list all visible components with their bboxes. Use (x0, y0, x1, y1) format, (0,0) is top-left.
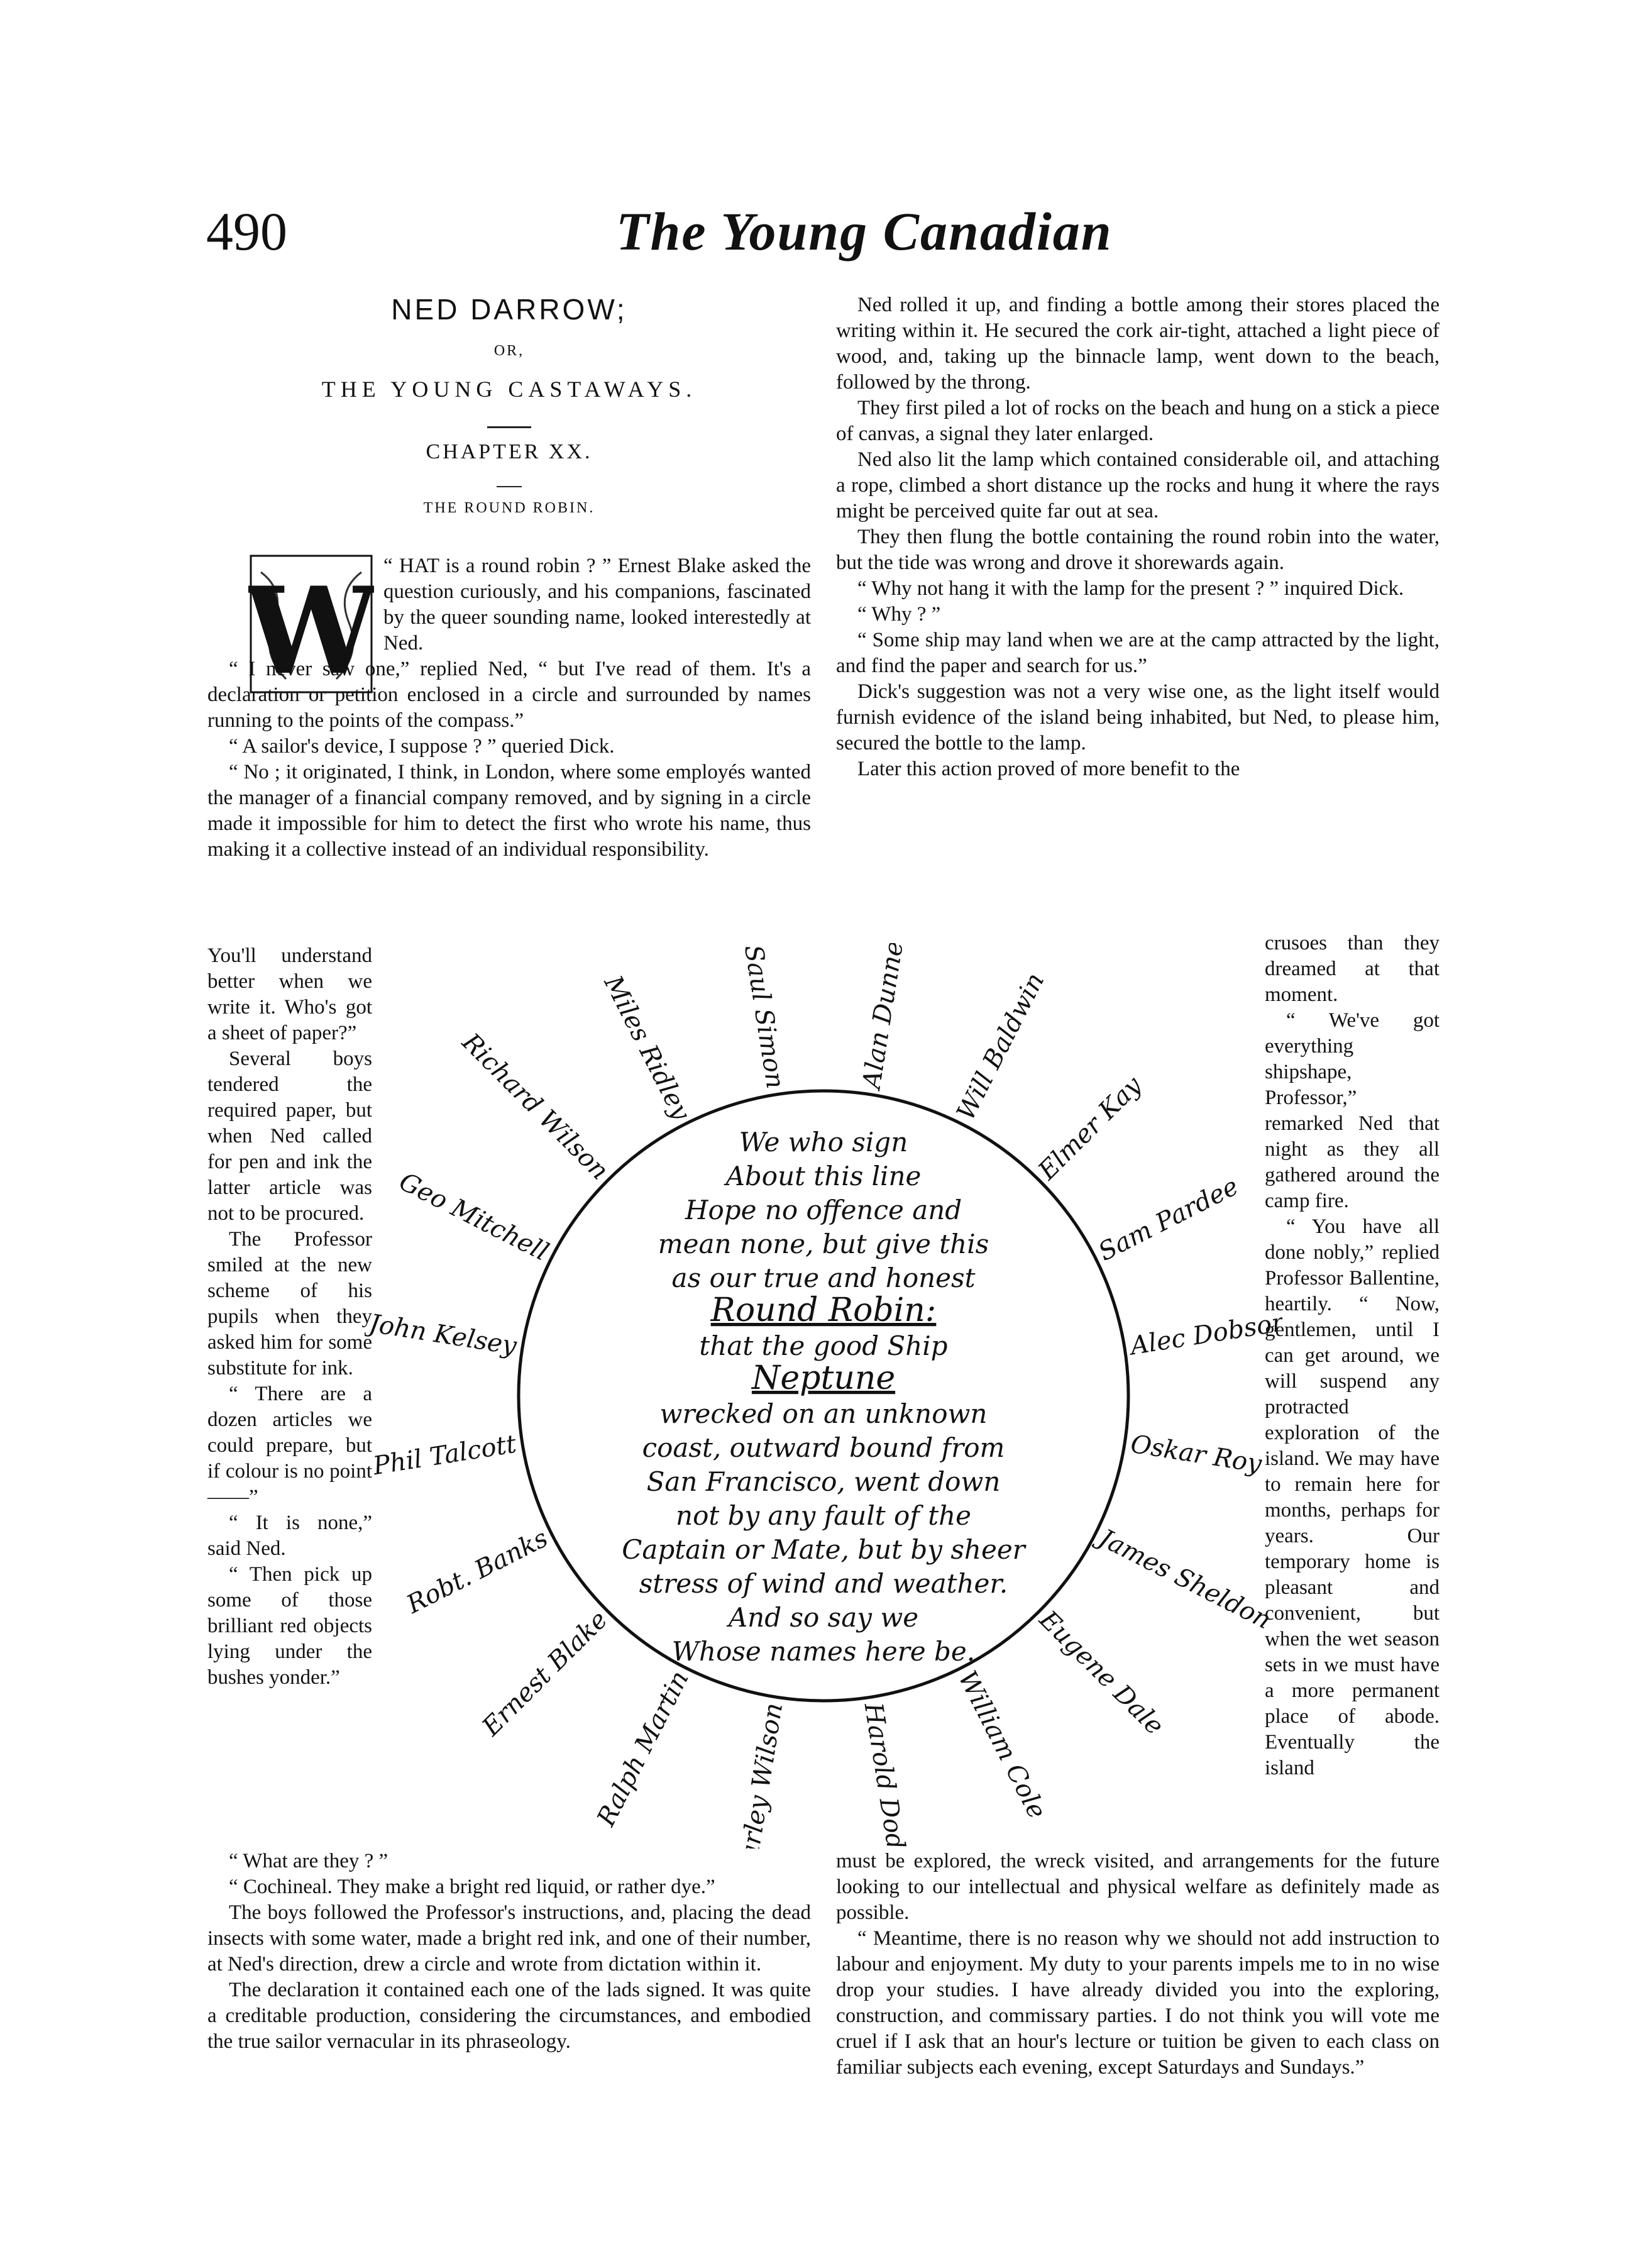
signature: Eugene Dale (1033, 1605, 1169, 1741)
signature: Richard Wilson (456, 1027, 614, 1186)
signature: Charley Wilson (729, 1701, 789, 1849)
paragraph: The declaration it contained each one of the lads signed. It was quite a creditable production, considering the circumstances, and embodied the true sailor vernacular in its phraseology. (207, 1979, 811, 2053)
paragraph: The boys followed the Professor's instructions, and, placing the dead insects with some water, made a bright red ink, and one of their number, at Ned's direction, drew a circle and wrote from dictation within it. (207, 1901, 811, 1976)
right-column-narrow (1265, 931, 1440, 1781)
paragraph: “ It is none,” said Ned. (207, 1512, 372, 1560)
signature: Geo Mitchell (394, 1167, 553, 1267)
paragraph: They then flung the bottle containing the round robin into the water, but the tide was wrong and drove it shorewards again. (836, 526, 1440, 574)
paragraph: “ Cochineal. They make a bright red liquid, or rather dye.” (229, 1876, 715, 1898)
story-title: NED DARROW; (391, 293, 627, 326)
declaration-line: San Francisco, went down (646, 1466, 1001, 1497)
declaration-line: stress of wind and weather. (639, 1568, 1008, 1599)
paragraph: Ned rolled it up, and finding a bottle among their stores placed the writing within it. He secured the cork air-tight, attached a light piece of wood, and, taking up the binnacle lamp, went down to the beach, followed by the throng. (836, 294, 1440, 394)
paragraph: “ A sailor's device, I suppose ? ” queried Dick. (229, 735, 615, 758)
paragraph: “ Why not hang it with the lamp for the present ? ” inquired Dick. (857, 577, 1404, 600)
declaration-line: Neptune (751, 1359, 896, 1397)
signature: Elmer Kay (1033, 1071, 1148, 1186)
masthead-title: The Young Canadian (616, 201, 1113, 262)
paragraph: They first piled a lot of rocks on the beach and hung on a stick a piece of canvas, a signal they later enlarged. (836, 397, 1440, 445)
paragraph: must be explored, the wreck visited, and arrangements for the future looking to our intellectual and physical welfare as definitely made as possible. (836, 1850, 1440, 1924)
declaration-line: as our true and honest (671, 1263, 976, 1293)
declaration-line: Whose names here be. (671, 1636, 976, 1667)
right-column-top (836, 292, 1440, 782)
paragraph: “ There are a dozen articles we could prepare, but if colour is no point ——” (207, 1383, 372, 1508)
right-column-bottom (836, 1849, 1440, 2081)
paragraph: crusoes than they dreamed at that moment. (1265, 932, 1440, 1006)
declaration-line: not by any fault of the (676, 1500, 971, 1531)
drop-cap-letter: W (248, 561, 374, 695)
paragraph: “ Some ship may land when we are at the camp attracted by the light, and find the paper and search for us.” (836, 629, 1440, 677)
paragraph: The Professor smiled at the new scheme of his pupils when they asked him for some substitute for ink. (207, 1228, 372, 1379)
paragraph: You'll understand better when we write it. Who's got a sheet of paper?” (207, 944, 372, 1044)
declaration-line: Hope no offence and (685, 1195, 962, 1225)
signature: Saul Simon (738, 943, 790, 1091)
signature: Will Baldwin (951, 968, 1050, 1125)
left-column-top (207, 553, 811, 863)
paragraph: “ Meantime, there is no reason why we should not add instruction to labour and enjoyment. My duty to your parents impels me to in no wise drop your studies. I have already divided you into the exploring, construction, and commissary parties. I do not think you will vote me cruel if I ask that an hour's lecture or tuition be given to each class on familiar subjects each evening, except Saturdays and Sundays.” (836, 1927, 1440, 2079)
declaration-line: wrecked on an unknown (659, 1398, 988, 1429)
chapter-heading: CHAPTER XX. (426, 440, 593, 463)
paragraph: Later this action proved of more benefit to the (857, 758, 1240, 780)
paragraph: “ No ; it originated, I think, in London, where some employés wanted the manager of a financial company removed, and by signing in a circle made it impossible for him to detect the first who wrote his name, thus making it a collective instead of an individual responsibility. (207, 761, 811, 861)
round-robin-declaration (622, 1127, 1027, 1667)
signature: John Kelsey (367, 1308, 519, 1361)
left-column-bottom (207, 1849, 811, 2055)
signature: Alan Dunne (857, 943, 910, 1091)
story-subtitle: THE YOUNG CASTAWAYS. (321, 377, 697, 402)
declaration-line: About this line (725, 1161, 922, 1191)
declaration-line: that the good Ship (699, 1330, 948, 1361)
divider (497, 486, 522, 487)
signature: Miles Ridley (598, 971, 696, 1125)
paragraph: “ Then pick up some of those brilliant red objects lying under the bushes yonder.” (207, 1563, 372, 1689)
signature: Robt. Banks (402, 1523, 553, 1620)
round-robin-illustration (365, 943, 1282, 1849)
declaration-line: We who sign (739, 1127, 908, 1158)
paragraph: “ HAT is a round robin ? ” Ernest Blake asked the question curiously, and his companions, fascinated by the queer sounding name, looked interestedly at Ned. (383, 555, 811, 655)
paragraph: “ You have all done nobly,” replied Professor Ballentine, heartily. “ Now, gentlemen, until I can get around, we will suspend any protracted exploration of the island. We may have to remain here for months, perhaps for years. Our temporary home is pleasant and convenient, but when the wet season sets in we must have a more permanent place of abode. Eventually the island (1265, 1215, 1440, 1779)
declaration-line: And so say we (728, 1602, 919, 1633)
page-number: 490 (206, 201, 287, 262)
declaration-line: coast, outward bound from (642, 1432, 1005, 1463)
paragraph: “ Why ? ” (857, 603, 941, 626)
divider (487, 426, 531, 428)
chapter-title: THE ROUND ROBIN. (423, 500, 595, 516)
declaration-line: mean none, but give this (658, 1229, 989, 1259)
signature: James Sheldon (1094, 1523, 1276, 1635)
paragraph: Dick's suggestion was not a very wise one, as the light itself would furnish evidence of the island being inhabited, but Ned, to please him, secured the bottle to the lamp. (836, 680, 1440, 754)
story-or: OR, (493, 343, 525, 359)
signature: Sam Pardee (1094, 1171, 1243, 1267)
signature: Alec Dobson (1128, 1307, 1282, 1361)
paragraph: “ We've got everything shipshape, Professor,” remarked Ned that night as they all gathered around the camp fire. (1265, 1009, 1440, 1212)
signature: Phil Talcott (371, 1429, 519, 1481)
signature: Oskar Roy (1128, 1429, 1264, 1479)
paragraph: “ What are they ? ” (229, 1850, 388, 1872)
paragraph: Several boys tendered the required paper, but when Ned called for pen and ink the latter article was not to be procured. (207, 1047, 372, 1225)
signature: Ralph Martin (592, 1666, 695, 1831)
paragraph: “ I never saw one,” replied Ned, “ but I've read of them. It's a declaration or petition enclosed in a circle and surrounded by names running to the points of the compass.” (207, 658, 811, 732)
left-column-narrow (207, 943, 372, 1691)
paragraph: Ned also lit the lamp which contained considerable oil, and attaching a rope, climbed a short distance up the rocks and hung it where the rays might be perceived quite far out at sea. (836, 448, 1440, 522)
signature: Ernest Blake (476, 1605, 614, 1742)
declaration-line: Round Robin: (710, 1291, 937, 1329)
signature: Harold Dodd (858, 1701, 913, 1849)
declaration-line: Captain or Mate, but by sheer (622, 1534, 1025, 1565)
signature: William Cole (952, 1666, 1052, 1824)
